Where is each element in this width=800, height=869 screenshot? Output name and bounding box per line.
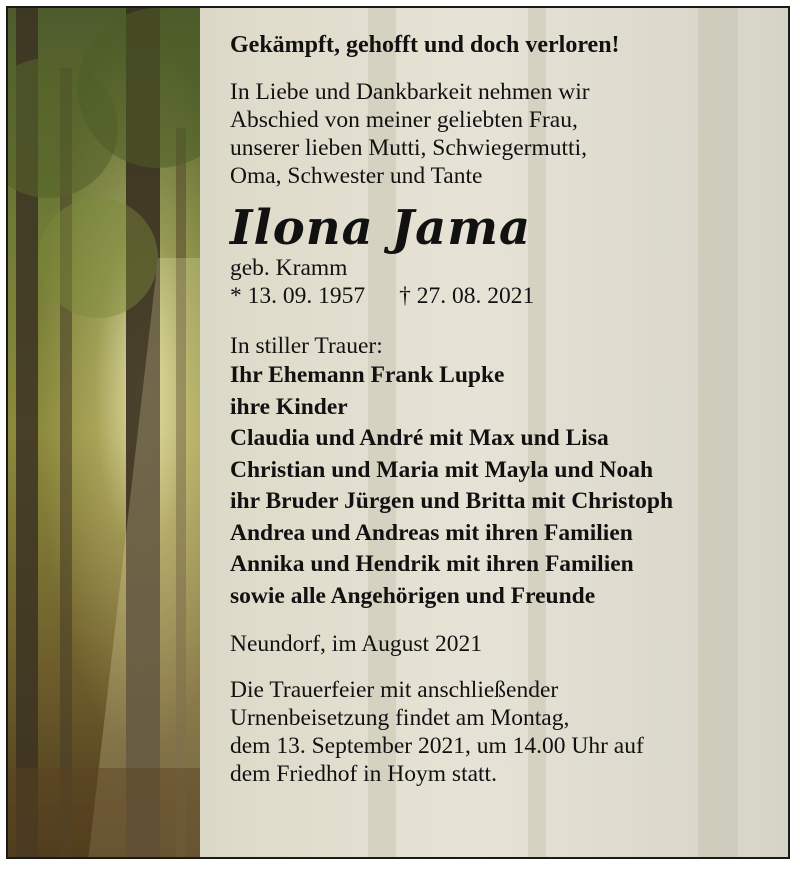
birth-date: * 13. 09. 1957 [230,283,366,309]
place-date: Neundorf, im August 2021 [230,631,482,657]
mourners-intro: In stiller Trauer: [230,333,383,359]
birth-name: geb. Kramm [230,255,348,281]
obituary-notice [6,6,790,859]
mourner-line: Christian und Maria mit Mayla und Noah [230,456,654,483]
forest-floor [8,768,200,857]
intro-line: Abschied von meiner geliebten Frau, [230,107,578,133]
forest-illustration [8,8,200,857]
intro-line: unserer lieben Mutti, Schwiegermutti, [230,135,587,161]
funeral-line: dem Friedhof in Hoym statt. [230,761,497,787]
funeral-info [230,676,770,788]
obituary-text [230,30,770,788]
mourner-line: ihr Bruder Jürgen und Britta mit Christoph [230,488,674,514]
mourner-line: Andrea und Andreas mit ihren Familien [230,519,633,546]
funeral-line: Urnenbeisetzung findet am Montag, [230,705,570,731]
mourner-line: sowie alle Angehörigen und Freunde [230,582,596,609]
deceased-name: Ilona Jama [230,200,532,256]
intro-line: Oma, Schwester und Tante [230,163,483,189]
mourner-line: Annika und Hendrik mit ihren Familien [230,551,634,577]
mourner-line: Claudia und André mit Max und Lisa [230,425,609,451]
forest-photo [8,8,200,857]
funeral-line: dem 13. September 2021, um 14.00 Uhr auf [230,733,644,759]
headline: Gekämpft, gehofft und doch verloren! [230,32,620,58]
intro-text [230,78,770,190]
mourner-line: ihre Kinder [230,393,348,420]
funeral-line: Die Trauerfeier mit anschließender [230,677,559,703]
mourner-line: Ihr Ehemann Frank Lupke [230,362,505,388]
intro-line: In Liebe und Dankbarkeit nehmen wir [230,79,590,105]
foliage [38,198,158,318]
death-date: † 27. 08. 2021 [399,283,535,309]
mourners-list [230,360,770,612]
life-dates [230,282,770,310]
